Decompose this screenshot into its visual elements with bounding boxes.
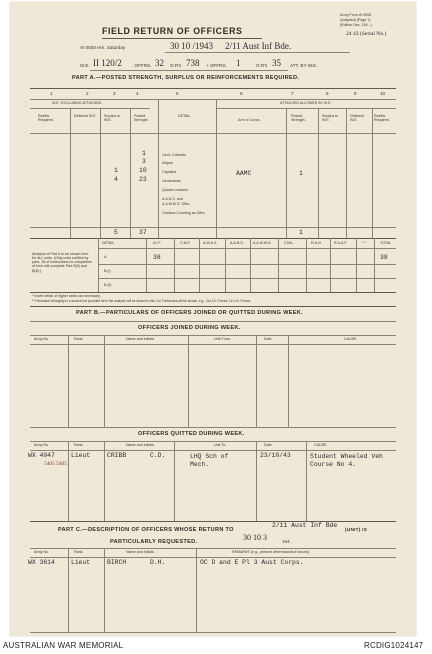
part-c-unit: 2/11 Aust Inf Bde — [272, 522, 338, 529]
we-value: II 120/2 — [93, 58, 122, 68]
analysis-header: A.W.A.S. — [203, 241, 218, 245]
analysis-vrule — [306, 238, 307, 292]
analysis-note-1: * Insert detail of higher ranks as necessary. — [32, 294, 101, 298]
col-number-1: 1 — [50, 91, 53, 96]
sub-header-reinfts: Reinfts. Required. — [38, 114, 54, 122]
part-c-remarks: OC D and E Pl 3 Aust Corps. — [200, 559, 304, 566]
form-title: FIELD RETURN OF OFFICERS — [102, 26, 243, 36]
analysis-header-rule — [98, 248, 396, 249]
quitted-vrule — [306, 441, 307, 521]
posted-captains: 10 — [139, 167, 147, 174]
joined-title: OFFICERS JOINED DURING WEEK. — [138, 325, 241, 331]
analysis-header: R.A.N. — [311, 241, 322, 245]
at-hrs-label: At 0600 Hrs. Saturday — [80, 45, 126, 50]
quitted-title: OFFICERS QUITTED DURING WEEK. — [138, 431, 245, 437]
form-id-line2: (Adapted) (Page 1) — [340, 18, 371, 22]
sub-header-deficient: Deficient W.E. — [74, 114, 97, 118]
analysis-header: A.A.M.W.S. — [253, 241, 272, 245]
total-posted: 37 — [139, 229, 147, 236]
offrs-label: . OFFRS. — [132, 63, 152, 68]
part-a-vrule — [318, 108, 319, 238]
part-a-vrule — [158, 99, 159, 238]
total-att-posted: 1 — [299, 229, 303, 236]
analysis-vrule — [356, 238, 357, 292]
col-numbers-rule — [30, 99, 396, 100]
detail-row-label: A.A.N.S. and — [162, 197, 183, 201]
archive-footer — [0, 638, 432, 654]
part-a-vrule — [130, 108, 131, 238]
part-c-title-rule — [30, 548, 396, 549]
quitted-vrule — [104, 441, 105, 521]
detail-row-label: Civilians Counting as Offrs. — [162, 211, 206, 215]
analysis-header: * * — [362, 241, 366, 245]
quitted-header: Army No. — [34, 443, 49, 447]
col-number-2: 2 — [86, 91, 89, 96]
part-b-title: PART B.—PARTICULARS OF OFFICERS JOINED OR QUITTED DURING WEEK. — [76, 310, 303, 316]
joined-header: Unit From. — [214, 337, 231, 341]
analysis-row-rule — [98, 264, 396, 265]
form-id-line1: Army Form W.3008 — [340, 13, 371, 17]
part-a-title: PART A.—POSTED STRENGTH, SURPLUS OR REINFORCEMENTS REQUIRED. — [72, 75, 300, 81]
quitted-army-no-alt: 5405 5405 — [44, 461, 67, 467]
analysis-header: DETAIL — [102, 241, 115, 245]
surplus-captains: 1 — [114, 167, 118, 174]
analysis-aif-value: 38 — [153, 254, 161, 261]
att-label: ATT. BY W.E. — [290, 63, 318, 68]
unit-name: 2/11 Aust Inf Bde. — [225, 41, 292, 51]
sub-header-att-surplus: Surplus to W.E. — [322, 114, 339, 122]
totals-rule — [30, 227, 396, 228]
joined-vrule — [288, 335, 289, 427]
part-b-title-rule — [30, 321, 396, 322]
analysis-vrule — [250, 238, 251, 292]
analysis-header: A.A.N.S. — [230, 241, 244, 245]
analysis-vrule — [146, 238, 147, 292]
analysis-row-label: B.(i) — [104, 269, 111, 273]
quitted-header-rule — [30, 450, 396, 451]
part-c-initials: D.H. — [150, 559, 166, 566]
detail-row-label: Quarter-masters — [162, 188, 189, 192]
or-label: O.R's — [170, 63, 182, 68]
analysis-total-value: 38 — [380, 254, 388, 261]
footer-record-id: RCDIG1024147 — [364, 641, 424, 650]
part-b-bottom-rule — [30, 521, 396, 522]
part-a-top-rule — [30, 88, 396, 89]
quitted-rank: Lieut — [71, 452, 91, 459]
analysis-vrule — [98, 238, 99, 292]
part-a-vrule — [70, 108, 71, 238]
analysis-header: R.A.A.F. — [334, 241, 348, 245]
attached-label: ATTACHED ALLOWED BY W.E. — [280, 101, 332, 105]
quitted-header: Name and Initials. — [126, 443, 155, 447]
part-c-header: Army No. — [34, 550, 49, 554]
part-c-rank: Lieut — [71, 559, 91, 566]
joined-vrule — [68, 335, 69, 427]
analysis-label: Analysis of Part A to be shown here for ALL units. (Only units notified by para. 16 of instructions for completion of form will complete Part B(ii) and B(iii).) — [32, 252, 92, 273]
col-number-3: 3 — [113, 91, 116, 96]
part-c-request-date: 30 10 3 — [243, 533, 267, 542]
at-line-rule — [165, 52, 350, 53]
joined-vrule — [104, 335, 105, 427]
part-c-title-post: PARTICULARLY REQUESTED. — [110, 539, 198, 545]
part-c-header-rule — [30, 557, 396, 558]
analysis-header: A.I.F. — [153, 241, 162, 245]
quitted-header: Rank. — [74, 443, 84, 447]
plus-or-label: O.R's — [256, 63, 268, 68]
part-a-vrule — [100, 108, 101, 238]
analysis-bottom-rule — [30, 292, 396, 293]
joined-header: CAUSE. — [344, 337, 358, 341]
analysis-vrule — [199, 238, 200, 292]
analysis-row-rule — [98, 278, 396, 279]
title-underline — [102, 38, 262, 39]
quitted-date: 23/10/43 — [260, 452, 291, 459]
joined-header-rule — [30, 344, 396, 345]
posted-majors: 3 — [142, 158, 146, 165]
analysis-vrule — [225, 238, 226, 292]
joined-header: Name and Initials. — [126, 337, 155, 341]
joined-header: Date. — [264, 337, 273, 341]
col-number-9: 9 — [354, 91, 357, 96]
part-a-vrule — [286, 108, 287, 238]
sub-header-posted: Posted Strength. — [134, 114, 149, 122]
plus-offrs-value: 1 — [236, 58, 241, 68]
quitted-unit: LHQ Sch of Mech. — [190, 453, 229, 469]
form-sheet — [10, 2, 416, 636]
footer-archive-name: AUSTRALIAN WAR MEMORIAL — [3, 641, 124, 650]
att-posted-value: 1 — [299, 170, 303, 177]
attached-rule — [216, 108, 396, 109]
serial-number: 24 43 (Serial No.) — [346, 31, 387, 37]
quitted-header: Unit To. — [214, 443, 227, 447]
analysis-row-label: A. — [104, 255, 108, 259]
surplus-lieutenants: 4 — [114, 176, 118, 183]
col-number-7: 7 — [291, 91, 294, 96]
quitted-header: CAUSE. — [314, 443, 328, 447]
detail-row-label: A.A.M.W.S. Offrs. — [162, 202, 191, 206]
joined-header: Army No. — [34, 337, 49, 341]
quitted-title-rule — [30, 441, 396, 442]
sub-header-att-reinfts: Reinfts. Required. — [374, 114, 390, 122]
part-a-vrule — [346, 108, 347, 238]
part-c-vrule — [104, 548, 105, 632]
we-excluding-label: W.E. EXCLUDING ATTACHED. — [52, 101, 103, 105]
detail-row-label: Captains — [162, 170, 177, 174]
offrs-value: 32 — [155, 58, 164, 68]
sub-header-att-deficient: Deficient W.E. — [350, 114, 364, 122]
analysis-vrule — [174, 238, 175, 292]
joined-bottom-rule — [30, 427, 396, 428]
arm-corps-value: AAMC — [236, 170, 252, 177]
total-surplus: 5 — [114, 229, 118, 236]
quitted-vrule — [174, 441, 175, 521]
part-a-vrule — [216, 99, 217, 238]
analysis-header: CIVIL. — [284, 241, 294, 245]
joined-vrule — [188, 335, 189, 427]
sub-header-rule — [30, 133, 396, 134]
part-c-vrule — [68, 548, 69, 632]
quitted-header: Date. — [264, 443, 273, 447]
plus-or-value: 35 — [272, 58, 281, 68]
or-value: 738 — [186, 58, 200, 68]
return-date: 30 10 /1943 — [170, 41, 214, 51]
part-c-bottom-rule — [30, 632, 396, 633]
part-c-header: REMARKS (e.g., present whereabouts if known). — [232, 550, 310, 554]
analysis-header: TOTAL — [380, 241, 392, 245]
part-c-title-pre: PART C.—DESCRIPTION OF OFFICERS WHOSE RETURN TO — [58, 527, 234, 533]
analysis-vrule — [374, 238, 375, 292]
plus-offrs-label: + OFFRS. — [206, 63, 227, 68]
form-id-line3: (Edition Dec. 194...) — [340, 23, 372, 27]
analysis-vrule — [330, 238, 331, 292]
part-c-vrule — [196, 548, 197, 632]
sub-header-att-posted: Posted Strength. — [291, 114, 306, 122]
col-number-10: 10 — [380, 91, 386, 96]
part-c-year-suffix: 194 . — [282, 539, 293, 544]
joined-header: Rank. — [74, 337, 84, 341]
analysis-vrule — [278, 238, 279, 292]
quitted-name: CRIBB — [107, 452, 127, 459]
joined-title-rule — [30, 335, 396, 336]
detail-row-label: Lieut.-Colonels — [162, 153, 186, 157]
analysis-row-label: B.(ii) — [104, 283, 112, 287]
quitted-initials: C.D. — [150, 452, 166, 459]
part-c-header: Rank. — [74, 550, 84, 554]
analysis-header: C.M.F. — [180, 241, 191, 245]
quitted-cause: Student Wheeled Veh Course No 4. — [310, 453, 383, 469]
sub-header-arm-corps: Arm or Corps. — [238, 118, 261, 122]
part-a-vrule — [372, 108, 373, 238]
sub-header-surplus: Surplus to W.E. — [104, 114, 121, 122]
col-number-8: 8 — [326, 91, 329, 96]
part-c-name: BIRCH — [107, 559, 127, 566]
detail-row-label: Lieutenants — [162, 179, 181, 183]
part-a-bottom-rule — [30, 238, 396, 239]
part-c-army-no: WX 3614 — [28, 559, 55, 566]
analysis-note-2: ** Personnel belonging to a service not provided for in the analysis will be shown in this Col. Particulars will be shown, e.g., 2a U.K. Forces; 1b U.K. Forces. — [32, 299, 252, 303]
quitted-army-no: WX 4047 — [28, 452, 55, 459]
sub-header-detail: DETAIL. — [178, 114, 192, 118]
detail-row-label: Majors — [162, 161, 173, 165]
quitted-vrule — [68, 441, 69, 521]
col-number-6: 6 — [240, 91, 243, 96]
joined-vrule — [256, 335, 257, 427]
we-excluding-rule — [30, 108, 150, 109]
posted-lt-colonels: 1 — [142, 150, 146, 157]
we-label: W.E. — [80, 63, 90, 68]
quitted-vrule — [256, 441, 257, 521]
we-line-rule — [90, 70, 288, 71]
posted-lieutenants: 23 — [139, 176, 147, 183]
col-number-5: 5 — [176, 91, 179, 96]
part-b-top-rule — [30, 306, 396, 307]
part-c-header: Name and Initials. — [126, 550, 155, 554]
col-number-4: 4 — [136, 91, 139, 96]
part-c-unit-suffix: (UNIT) IS — [345, 527, 368, 532]
